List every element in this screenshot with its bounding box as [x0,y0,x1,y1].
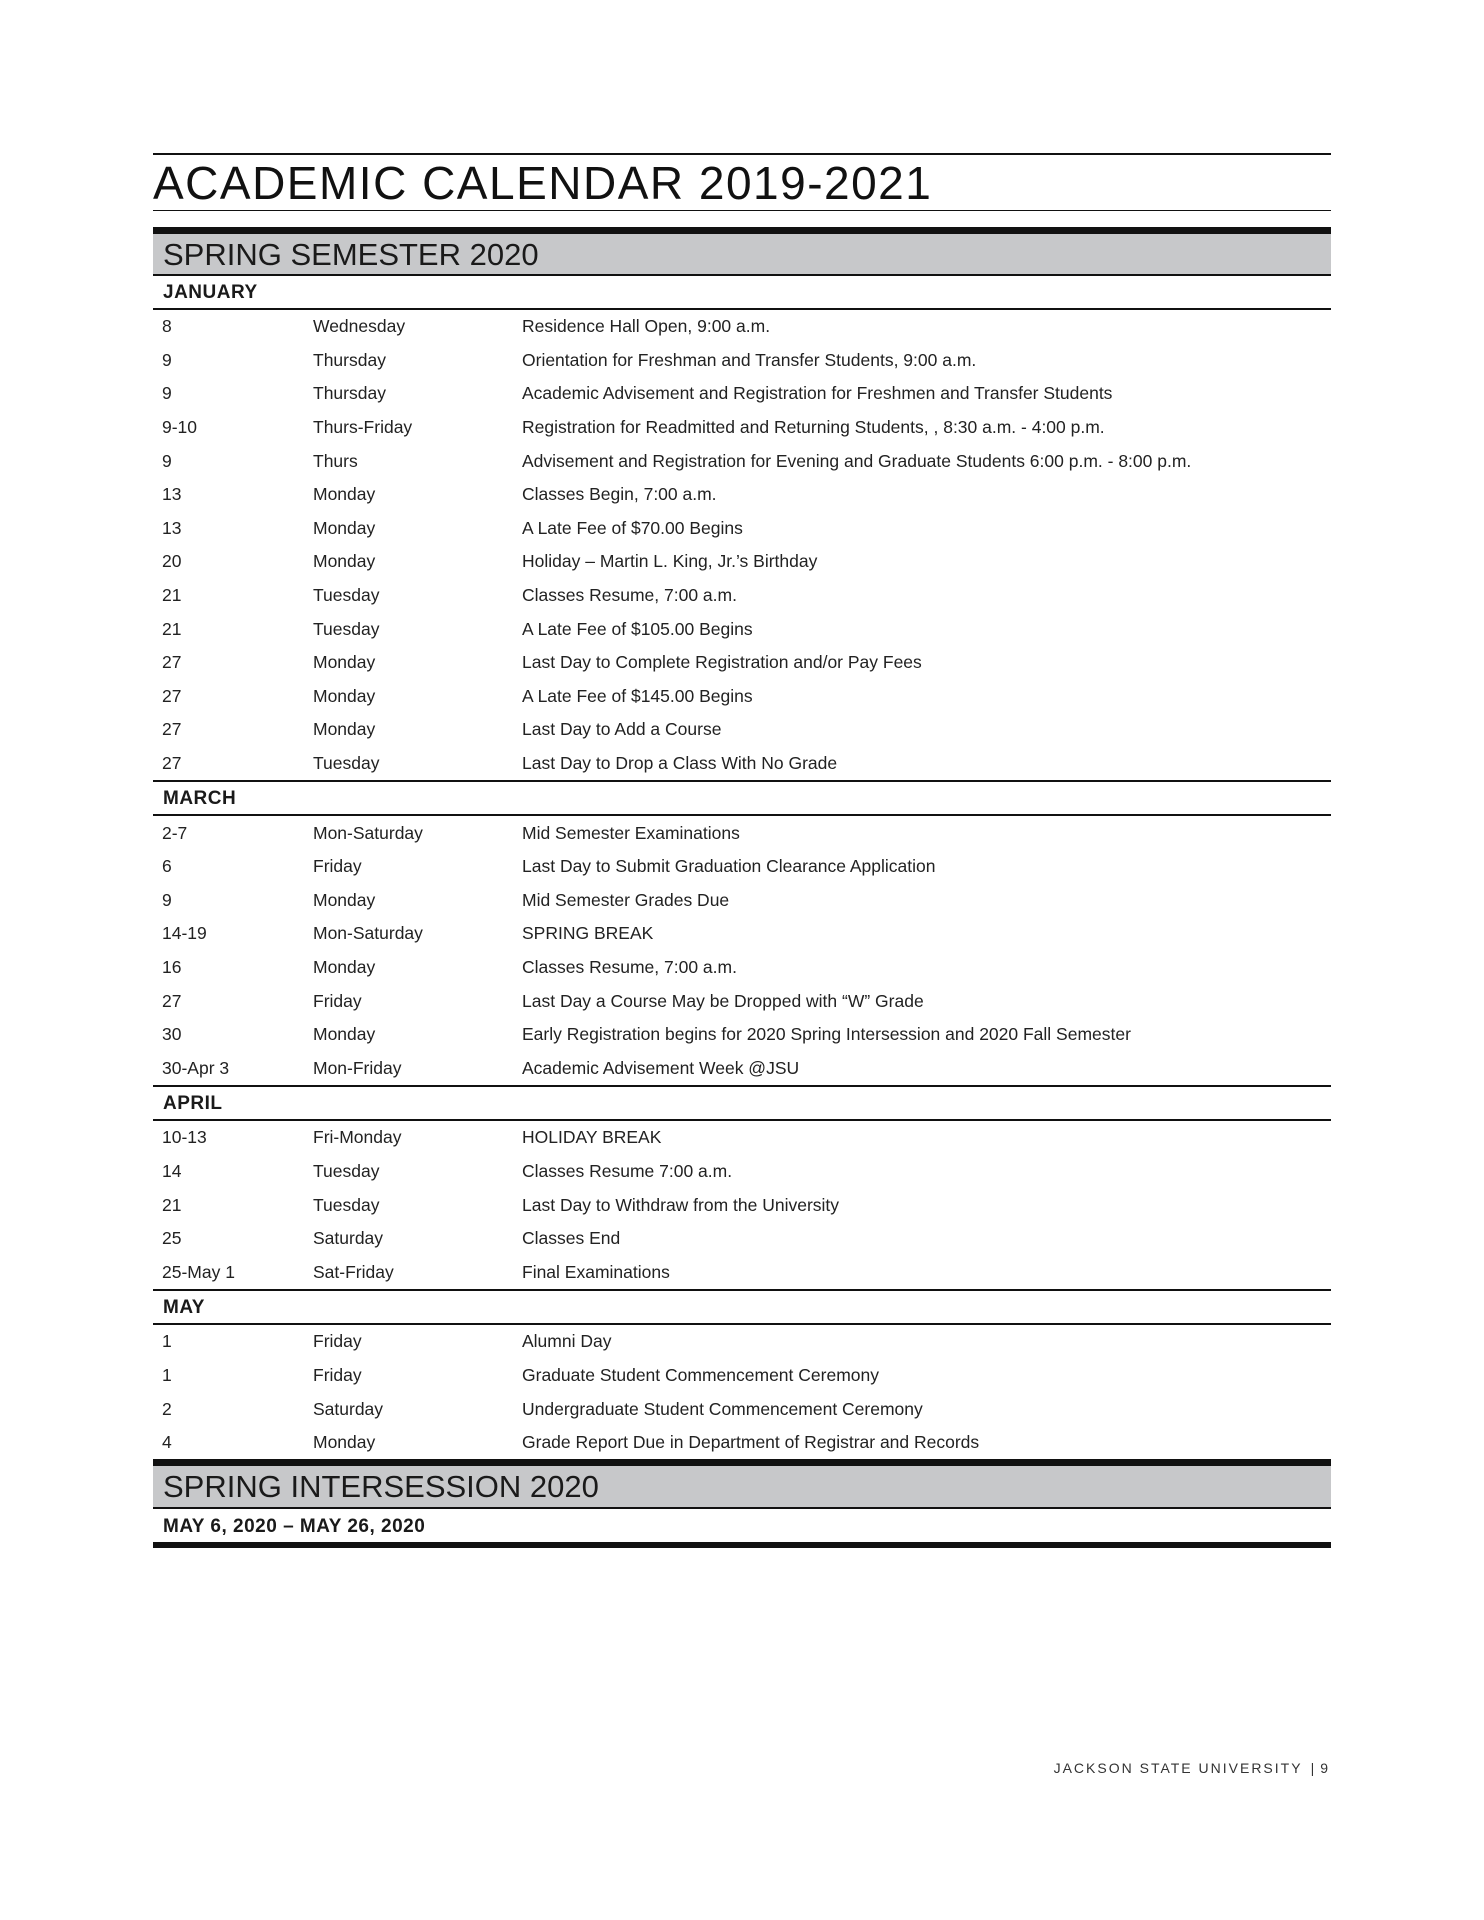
row-date: 1 [162,1331,172,1352]
row-date: 27 [162,753,182,774]
row-day: Friday [313,856,362,877]
row-date: 14-19 [162,923,207,944]
row-event: Classes End [522,1228,621,1249]
row-day: Saturday [313,1398,384,1419]
row-day: Monday [313,484,376,505]
row-date: 10-13 [162,1127,207,1148]
row-date: 13 [162,517,182,538]
calendar-row [153,1051,1331,1085]
row-date: 30-Apr 3 [162,1057,230,1078]
row-event: Residence Hall Open, 9:00 a.m. [522,316,771,337]
row-day: Monday [313,1432,376,1453]
row-day: Tuesday [313,753,380,774]
row-event: A Late Fee of $70.00 Begins [522,517,743,538]
month-section-may [153,1289,1331,1459]
row-date: 9-10 [162,417,198,438]
calendar-row [153,1426,1331,1460]
row-date: 27 [162,990,182,1011]
calendar-row [153,1018,1331,1052]
calendar-row [153,1255,1331,1289]
month-section-april [153,1085,1331,1289]
row-event: Last Day a Course May be Dropped with “W” Grade [522,990,924,1011]
calendar-row [153,816,1331,850]
row-event: Advisement and Registration for Evening and Graduate Students 6:00 p.m. - 8:00 p.m. [522,450,1192,471]
row-date: 9 [162,383,172,404]
semester-heading: SPRING SEMESTER 2020 [153,227,1331,276]
row-event: Last Day to Drop a Class With No Grade [522,753,838,774]
row-day: Monday [313,551,376,572]
calendar-row [153,444,1331,478]
row-date: 14 [162,1160,182,1181]
row-date: 8 [162,316,172,337]
row-date: 1 [162,1364,172,1385]
row-date: 21 [162,1194,182,1215]
calendar-row [153,1188,1331,1222]
row-event: Orientation for Freshman and Transfer Students, 9:00 a.m. [522,349,977,370]
row-date: 25-May 1 [162,1261,235,1282]
row-event: Last Day to Submit Graduation Clearance Application [522,856,936,877]
footer-separator: | [1310,1760,1315,1776]
calendar-row [153,850,1331,884]
row-date: 20 [162,551,182,572]
calendar-row [153,984,1331,1018]
calendar-row [153,1222,1331,1256]
row-date: 2-7 [162,822,188,843]
row-day: Friday [313,1331,362,1352]
row-event: Classes Resume 7:00 a.m. [522,1160,733,1181]
row-day: Monday [313,889,376,910]
row-day: Mon-Saturday [313,923,423,944]
calendar-row [153,1325,1331,1359]
calendar-table [153,276,1331,1459]
row-date: 27 [162,652,182,673]
row-date: 9 [162,889,172,910]
row-event: Academic Advisement and Registration for Freshmen and Transfer Students [522,383,1113,404]
intersession-date-range: MAY 6, 2020 – MAY 26, 2020 [153,1509,1331,1548]
row-date: 25 [162,1228,182,1249]
title-bottom-rule [153,210,1331,211]
row-day: Monday [313,719,376,740]
row-event: Undergraduate Student Commencement Ceremony [522,1398,923,1419]
row-day: Tuesday [313,1194,380,1215]
row-date: 4 [162,1432,172,1453]
calendar-row [153,713,1331,747]
row-date: 27 [162,719,182,740]
row-event: Early Registration begins for 2020 Spring Intersession and 2020 Fall Semester [522,1024,1131,1045]
calendar-row [153,884,1331,918]
calendar-row [153,747,1331,781]
row-event: Last Day to Withdraw from the University [522,1194,840,1215]
row-event: Alumni Day [522,1331,612,1352]
calendar-row [153,377,1331,411]
page-number: 9 [1320,1760,1330,1776]
calendar-row [153,545,1331,579]
month-heading: APRIL [153,1085,1331,1121]
row-event: Final Examinations [522,1261,670,1282]
row-date: 16 [162,956,182,977]
calendar-row [153,512,1331,546]
row-day: Thursday [313,349,386,370]
row-event: Classes Begin, 7:00 a.m. [522,484,717,505]
row-day: Saturday [313,1228,384,1249]
row-event: Holiday – Martin L. King, Jr.’s Birthday [522,551,818,572]
calendar-row [153,310,1331,344]
row-day: Fri-Monday [313,1127,402,1148]
calendar-page [153,153,1331,1548]
row-day: Thursday [313,383,386,404]
row-event: Academic Advisement Week @JSU [522,1057,800,1078]
calendar-row [153,646,1331,680]
row-date: 21 [162,618,182,639]
row-date: 30 [162,1024,182,1045]
calendar-row [153,478,1331,512]
row-day: Tuesday [313,618,380,639]
calendar-row [153,1392,1331,1426]
row-event: A Late Fee of $105.00 Begins [522,618,753,639]
row-date: 27 [162,685,182,706]
calendar-row [153,344,1331,378]
row-day: Wednesday [313,316,406,337]
row-day: Monday [313,685,376,706]
month-section-march [153,780,1331,1085]
row-event: Last Day to Complete Registration and/or Pay Fees [522,652,922,673]
page-footer [1054,1760,1330,1776]
row-event: Registration for Readmitted and Returning Students, , 8:30 a.m. - 4:00 p.m. [522,417,1105,438]
month-heading: JANUARY [153,276,1331,310]
row-day: Monday [313,517,376,538]
row-day: Tuesday [313,585,380,606]
calendar-row [153,1359,1331,1393]
row-date: 9 [162,450,172,471]
row-day: Friday [313,990,362,1011]
calendar-row [153,411,1331,445]
month-section-january [153,276,1331,780]
row-event: A Late Fee of $145.00 Begins [522,685,753,706]
row-event: Mid Semester Examinations [522,822,740,843]
row-event: SPRING BREAK [522,923,654,944]
row-event: Grade Report Due in Department of Registrar and Records [522,1432,980,1453]
row-day: Monday [313,956,376,977]
row-day: Thurs-Friday [313,417,413,438]
row-event: Graduate Student Commencement Ceremony [522,1364,879,1385]
row-event: Last Day to Add a Course [522,719,722,740]
calendar-row [153,579,1331,613]
intersession-heading: SPRING INTERSESSION 2020 [153,1459,1331,1509]
calendar-row [153,1121,1331,1155]
month-heading: MARCH [153,780,1331,816]
row-day: Friday [313,1364,362,1385]
month-heading: MAY [153,1289,1331,1325]
calendar-row [153,612,1331,646]
row-day: Tuesday [313,1160,380,1181]
row-date: 2 [162,1398,172,1419]
row-date: 13 [162,484,182,505]
row-event: Mid Semester Grades Due [522,889,730,910]
calendar-row [153,1155,1331,1189]
row-date: 9 [162,349,172,370]
row-day: Mon-Saturday [313,822,423,843]
row-day: Monday [313,652,376,673]
row-day: Thurs [313,450,358,471]
row-day: Sat-Friday [313,1261,394,1282]
row-event: Classes Resume, 7:00 a.m. [522,956,737,977]
calendar-row [153,951,1331,985]
row-date: 6 [162,856,172,877]
row-day: Mon-Friday [313,1057,402,1078]
calendar-row [153,680,1331,714]
calendar-row [153,917,1331,951]
row-day: Monday [313,1024,376,1045]
row-event: Classes Resume, 7:00 a.m. [522,585,737,606]
footer-university: JACKSON STATE UNIVERSITY [1053,1760,1303,1776]
row-date: 21 [162,585,182,606]
page-title: ACADEMIC CALENDAR 2019-2021 [153,157,933,209]
row-event: HOLIDAY BREAK [522,1127,662,1148]
